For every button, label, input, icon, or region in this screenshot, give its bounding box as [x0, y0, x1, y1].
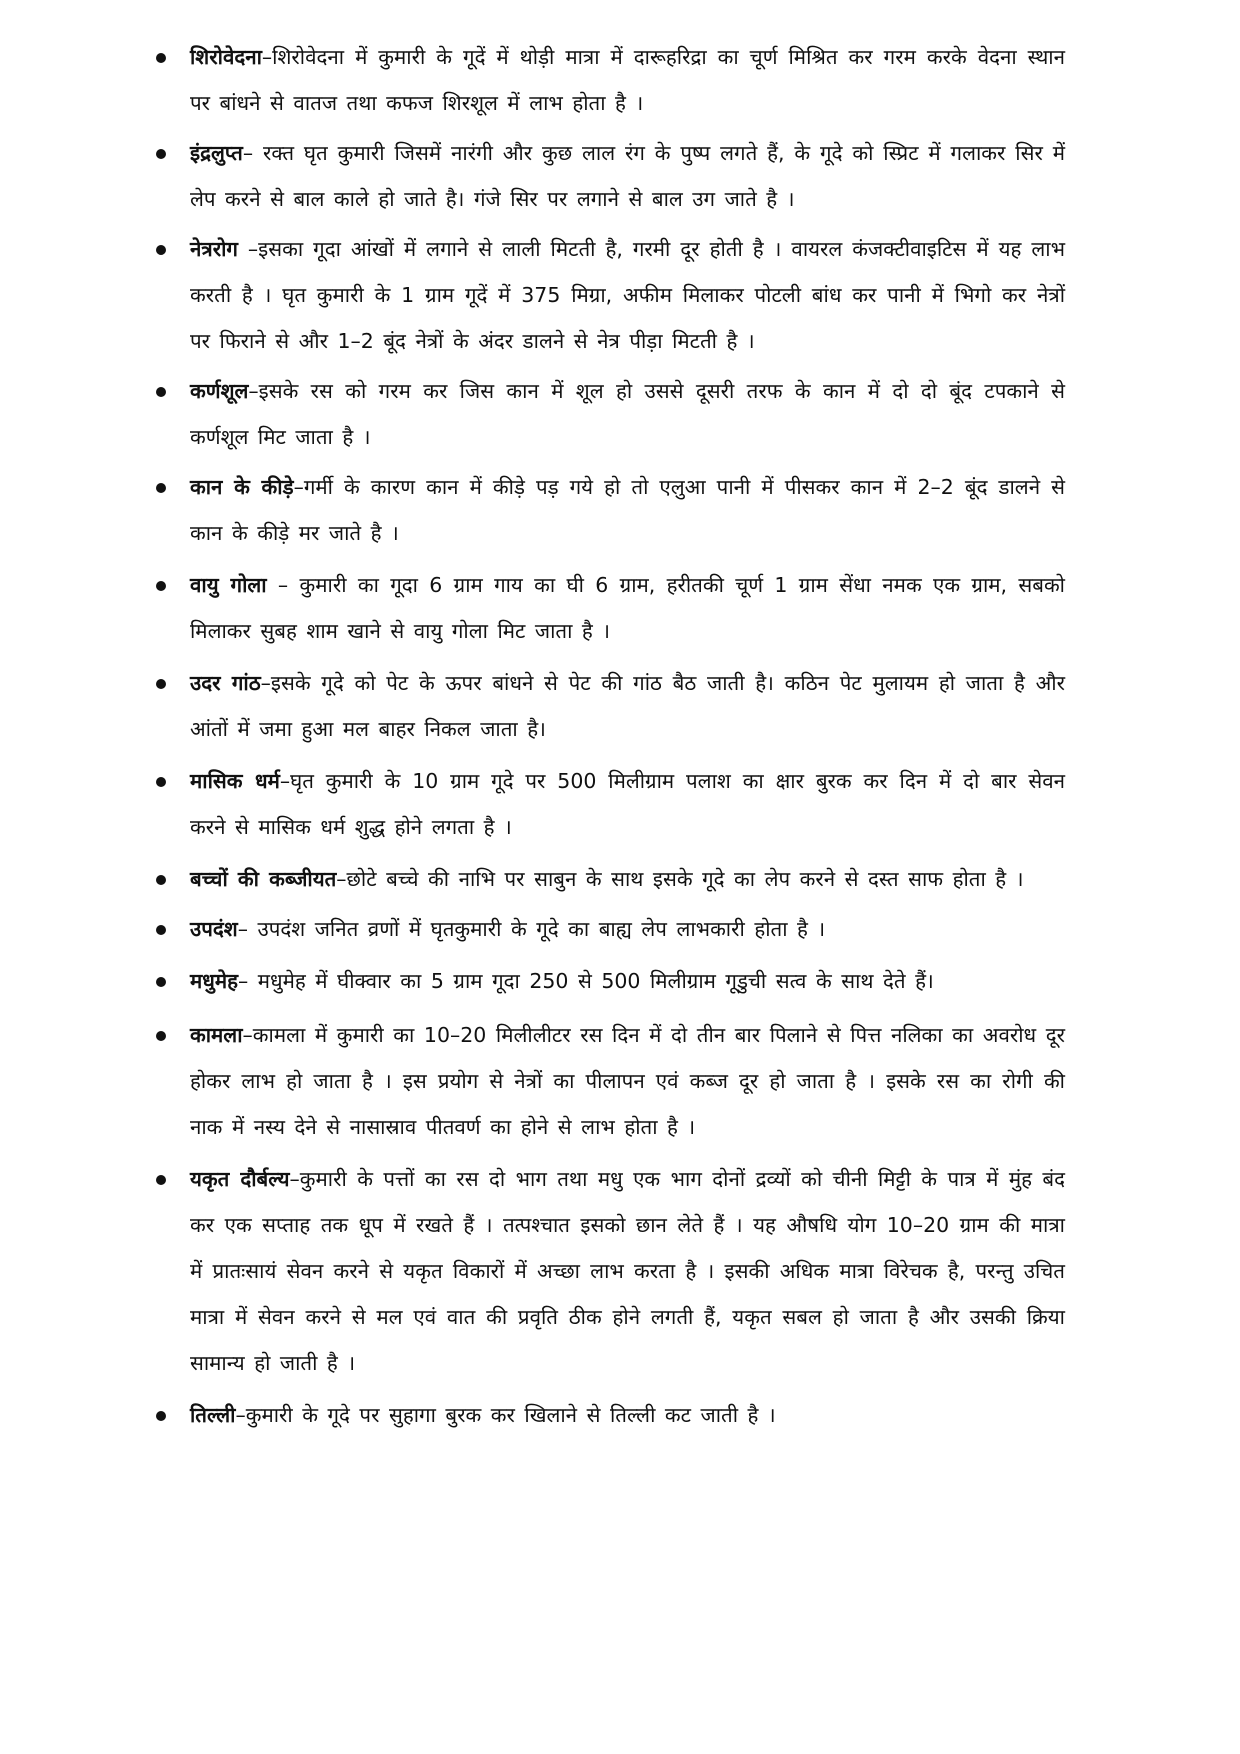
- bullet-icon: [156, 925, 166, 935]
- bullet-icon: [156, 53, 166, 63]
- remedy-description: – उपदंश जनित व्रणों में घृतकुमारी के गूदे का बाह्य लेप लाभकारी होता है ।: [237, 917, 826, 941]
- list-item: [150, 958, 1065, 1004]
- bullet-icon: [156, 1175, 166, 1185]
- list-item: [150, 368, 1065, 460]
- list-item: [150, 34, 1065, 126]
- list-item: [150, 562, 1065, 654]
- bullet-icon: [156, 679, 166, 689]
- remedy-description: –छोटे बच्चे की नाभि पर साबुन के साथ इसके गूदे का लेप करने से दस्त साफ होता है ।: [336, 867, 1024, 891]
- remedy-description: –कुमारी के गूदे पर सुहागा बुरक कर खिलाने से तिल्ली कट जाती है ।: [235, 1403, 776, 1427]
- bullet-icon: [156, 875, 166, 885]
- bullet-icon: [156, 149, 166, 159]
- bullet-icon: [156, 581, 166, 591]
- remedy-term: इंद्रलुप्त: [190, 141, 243, 165]
- remedy-description: –कुमारी के पत्तों का रस दो भाग तथा मधु एक भाग दोनों द्रव्यों को चीनी मिट्टी के पात्र में मुंह बंद कर एक सप्ताह तक धूप में रखते हैं । तत्पश्चात इसको छान लेते हैं । यह औषधि योग 10–20 ग्राम की मात्रा में प्रातःसायं सेवन करने से यकृत विकारों में अच्छा लाभ करता है । इसकी अधिक मात्रा विरेचक है, परन्तु उचित मात्रा में सेवन करने से मल एवं वात की प्रवृति ठीक होने लगती हैं, यकृत सबल हो जाता है और उसकी क्रिया सामान्य हो जाती है ।: [190, 1167, 1065, 1375]
- remedy-term: शिरोवेदना: [190, 45, 262, 69]
- remedy-description: –इसके रस को गरम कर जिस कान में शूल हो उससे दूसरी तरफ के कान में दो दो बूंद टपकाने से कर्णशूल मिट जाता है ।: [190, 379, 1065, 449]
- bullet-icon: [156, 387, 166, 397]
- remedy-term: तिल्ली: [190, 1403, 236, 1427]
- remedy-description: –गर्मी के कारण कान में कीड़े पड़ गये हो तो एलुआ पानी में पीसकर कान में 2–2 बूंद डालने से कान के कीड़े मर जाते है ।: [190, 475, 1065, 545]
- list-item: [150, 758, 1065, 850]
- list-item: [150, 464, 1065, 556]
- remedy-description: –इसके गूदे को पेट के ऊपर बांधने से पेट की गांठ बैठ जाती है। कठिन पेट मुलायम हो जाता है और आंतों में जमा हुआ मल बाहर निकल जाता है।: [190, 671, 1066, 741]
- list-item: [150, 856, 1065, 902]
- bullet-icon: [156, 245, 166, 255]
- remedy-term: मासिक धर्म: [190, 769, 280, 793]
- list-item: [150, 1156, 1065, 1386]
- remedy-description: –इसका गूदा आंखों में लगाने से लाली मिटती है, गरमी दूर होती है । वायरल कंजक्टीवाइटिस में यह लाभ करती है । घृत कुमारी के 1 ग्राम गूदें में 375 मिग्रा, अफीम मिलाकर पोटली बांध कर पानी में भिगो कर नेत्रों पर फिराने से और 1–2 बूंद नेत्रों के अंदर डालने से नेत्र पीड़ा मिटती है ।: [190, 237, 1065, 353]
- remedy-description: –घृत कुमारी के 10 ग्राम गूदे पर 500 मिलीग्राम पलाश का क्षार बुरक कर दिन में दो बार सेवन करने से मासिक धर्म शुद्ध होने लगता है ।: [190, 769, 1066, 839]
- remedy-description: – कुमारी का गूदा 6 ग्राम गाय का घी 6 ग्राम, हरीतकी चूर्ण 1 ग्राम सेंधा नमक एक ग्राम, सबको मिलाकर सुबह शाम खाने से वायु गोला मिट जाता है ।: [190, 573, 1065, 643]
- remedy-description: – मधुमेह में घीक्वार का 5 ग्राम गूदा 250 से 500 मिलीग्राम गूडुची सत्व के साथ देते हैं।: [238, 969, 934, 993]
- bullet-icon: [156, 483, 166, 493]
- remedy-description: –कामला में कुमारी का 10–20 मिलीलीटर रस दिन में दो तीन बार पिलाने से पित्त नलिका का अवरोध दूर होकर लाभ हो जाता है । इस प्रयोग से नेत्रों का पीलापन एवं कब्ज दूर हो जाता है । इसके रस का रोगी की नाक में नस्य देने से नासास्राव पीतवर्ण का होने से लाभ होता है ।: [190, 1023, 1065, 1139]
- bullet-icon: [156, 977, 166, 987]
- remedy-description: – रक्त घृत कुमारी जिसमें नारंगी और कुछ लाल रंग के पुष्प लगते हैं, के गूदे को स्प्रिट में गलाकर सिर में लेप करने से बाल काले हो जाते है। गंजे सिर पर लगाने से बाल उग जाते है ।: [190, 141, 1065, 211]
- remedy-term: मधुमेह: [190, 969, 239, 993]
- remedy-description: –शिरोवेदना में कुमारी के गूदें में थोड़ी मात्रा में दारूहरिद्रा का चूर्ण मिश्रित कर गरम करके वेदना स्थान पर बांधने से वातज तथा कफज शिरशूल में लाभ होता है ।: [190, 45, 1065, 115]
- remedy-term: बच्चों की कब्जीयत: [190, 867, 337, 891]
- remedy-term: कर्णशूल: [190, 379, 249, 403]
- remedy-list: [150, 34, 1065, 1438]
- remedy-term: उपदंश: [190, 917, 238, 941]
- remedy-term: कामला: [190, 1023, 243, 1047]
- list-item: [150, 130, 1065, 222]
- remedy-term: वायु गोला: [190, 573, 267, 597]
- remedy-term: कान के कीड़े: [190, 475, 294, 499]
- list-item: [150, 226, 1065, 364]
- list-item: [150, 1392, 1065, 1438]
- remedy-term: यकृत दौर्बल्य: [190, 1167, 290, 1191]
- list-item: [150, 660, 1065, 752]
- remedy-term: नेत्ररोग: [190, 237, 238, 261]
- list-item: [150, 1012, 1065, 1150]
- remedy-term: उदर गांठ: [190, 671, 261, 695]
- list-item: [150, 906, 1065, 952]
- bullet-icon: [156, 777, 166, 787]
- bullet-icon: [156, 1411, 166, 1421]
- bullet-icon: [156, 1031, 166, 1041]
